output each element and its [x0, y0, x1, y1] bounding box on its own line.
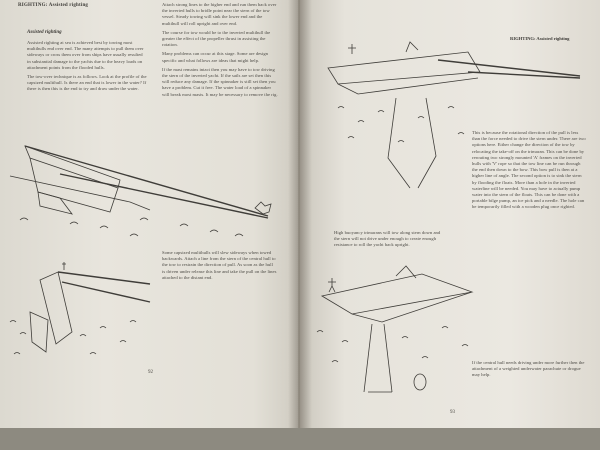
tow-line — [62, 282, 150, 302]
paragraph: Assisted righting at sea is achieved best by towing most multihulls end over end. The many attempts to pull them over sideways or cross them over from ships have usually resulted in substantial damage to the yachts due to the heavy loads on attachment points from the flooded hulls. — [27, 40, 144, 70]
tow-line — [468, 72, 580, 78]
paragraph: Many problems can occur at this stage. Some are design specific and what follows are ideas that might help. — [162, 51, 269, 63]
tow-line — [58, 272, 150, 284]
caption-text: Some capsized multihulls will slew sideways when towed backwards. Attach a line from the stern of the central hull to the tow to restrain the direction of pull. As soon as the hull is driven under release this line and take the pull on the lines attached to the distant end. — [162, 250, 277, 280]
table-surface — [0, 428, 600, 450]
paragraph: The tow-over technique is as follows. Look at the profile of the capsized multihull. Is there an end that is lower in the water? If there is then this is the end to try and draw under the water. — [27, 74, 147, 92]
right-column-low — [472, 360, 587, 382]
tow-line — [60, 174, 268, 218]
paragraph: This is because the rotational direction of the pull is less than the force needed to drive the stern under. There are two options here. Either change the direction of the tow by relocating the take-off on the trimaran. This can be done by rerouting two strongly mounted 'A' frames on the inverted hulls with 'V' rope so that the tow line can be run through the end then down to the bow. This bow pull is then at a higher line of angle. The second option is to sink the stern by flooding the floats. More than a hole in the inverted waterline will be needed. You may have to actually pump water into the stern of the floats. This can be done with a portable bilge pump, an ice pick and a needle. The hole can be temporarily filled with a wooden plug once righted. — [472, 130, 586, 210]
float — [38, 192, 72, 214]
wave-marks — [10, 321, 136, 355]
hull-side — [30, 158, 118, 212]
paragraph: If the central hull needs driving under more further then the attachment of a weighted underwater parachute or drogue may help. — [472, 360, 585, 378]
hull-bottom — [352, 292, 472, 322]
tow-line — [25, 146, 268, 216]
page-number: 92 — [148, 370, 153, 375]
trimaran-sink-illustration — [312, 262, 512, 412]
paragraph: If the mast remains intact then you may have to tow driving the stern of the inverted yacht. If the sails are set then this will reduce any damage. If the spinnaker is still set then you have a problem. Cut it free. The water load of a spinnaker will break most masts. It may be necessary to remove the rig. — [162, 66, 278, 97]
waterline — [10, 176, 150, 210]
figure — [62, 262, 66, 270]
left-caption — [162, 250, 277, 284]
caption-text: High buoyancy trimarans will tow along stern down and the stern will not drive under enough to create enough resistance to roll the yacht back upright. — [334, 230, 441, 248]
tow-over-illustration — [0, 140, 298, 245]
left-running-head: RIGHTING: Assisted righting — [18, 3, 89, 8]
hull-bottom — [338, 78, 478, 94]
figure — [328, 278, 336, 292]
drogue-parachute — [414, 374, 426, 390]
figure — [348, 44, 356, 54]
rudder — [406, 42, 418, 52]
section-heading: Assisted righting — [27, 30, 62, 35]
paragraph: Attach strong lines to the higher end and run them back over the inverted hulls to bridle point near the stern of the tow vessel. Steady towing will sink the lower end and the multihull will roll upright and over end. — [162, 2, 277, 26]
capsized-trimaran — [322, 274, 472, 314]
right-caption-mid — [334, 230, 444, 252]
sunken-mast — [388, 98, 436, 188]
book-gutter — [288, 0, 312, 450]
wave-marks — [20, 218, 243, 236]
swimmer-figure — [255, 202, 271, 214]
inverted-trimaran — [328, 52, 480, 84]
left-column-2 — [162, 2, 278, 101]
right-page — [300, 0, 600, 440]
float — [30, 312, 48, 352]
paragraph: The course for tow would be to the inverted multihull the greater the effect of the propeller thrust in assisting the rotation. — [162, 29, 271, 48]
page-number: 93 — [450, 410, 455, 415]
slew-illustration — [0, 262, 160, 372]
sunken-mast — [364, 324, 392, 392]
wave-marks — [338, 107, 464, 143]
left-page — [0, 0, 298, 440]
hull-outline — [25, 146, 120, 188]
right-column — [472, 130, 587, 214]
left-column-1 — [27, 40, 147, 96]
wave-marks — [317, 327, 468, 363]
right-running-head: RIGHTING: Assisted righting — [510, 36, 570, 41]
